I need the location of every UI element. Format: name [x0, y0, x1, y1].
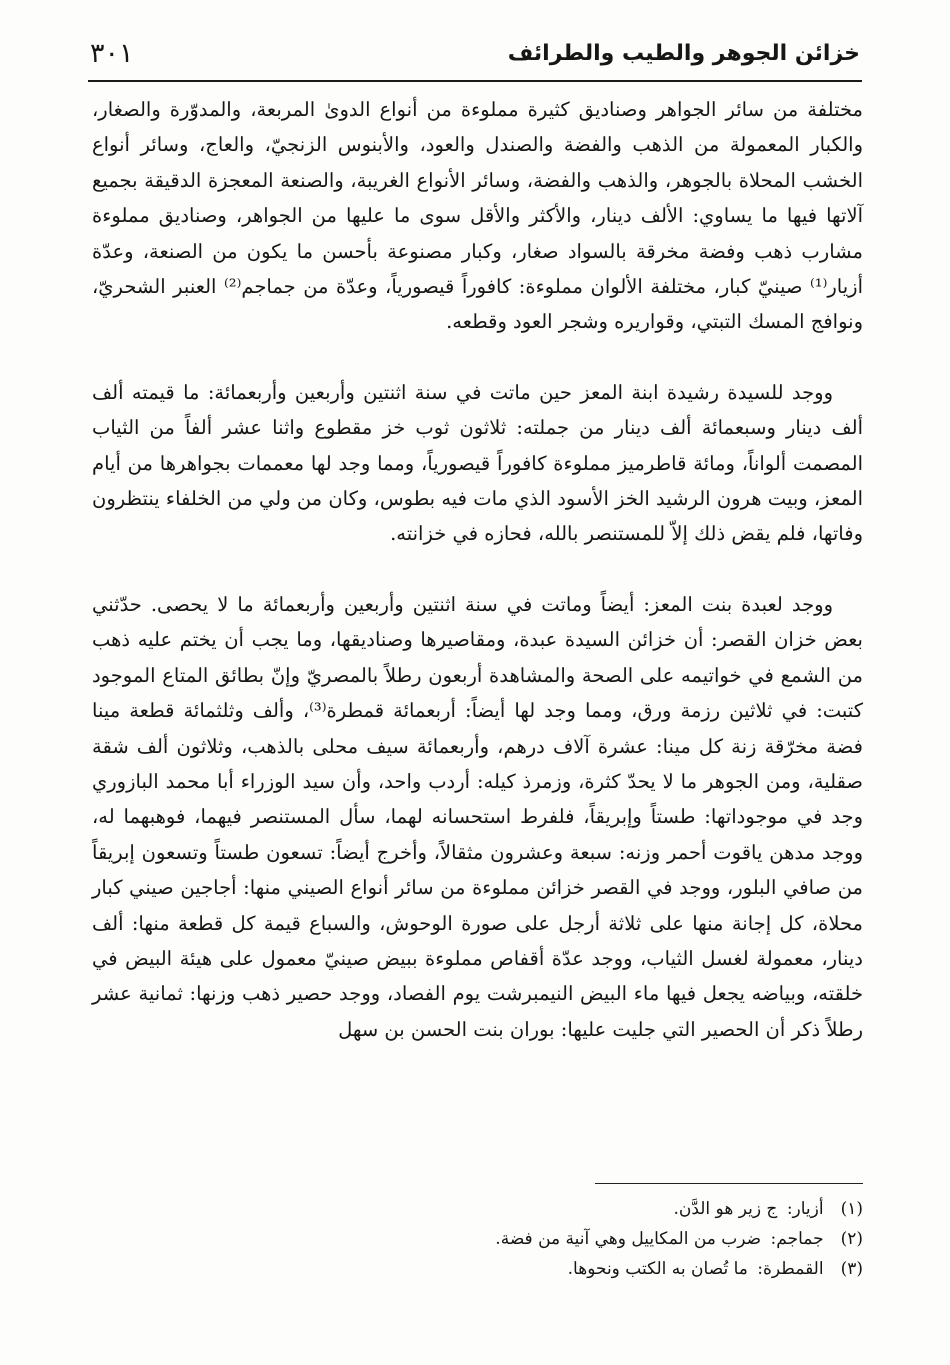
footnote-number: (٢) [840, 1229, 863, 1249]
page-number: ٣٠١ [90, 38, 134, 69]
footnote [300, 1224, 863, 1254]
footnote [300, 1254, 863, 1284]
footnote-text: ضرب من المكاييل وهي آنية من فضة. [495, 1229, 762, 1249]
footnote-text: ج زير هو الدَّن. [673, 1199, 778, 1219]
running-title: خزائن الجوهر والطيب والطرائف [507, 41, 860, 66]
footnote-text: ما تُصان به الكتب ونحوها. [567, 1259, 748, 1279]
header-rule [88, 80, 862, 82]
paragraph-continuation: مختلفة من سائر الجواهر وصناديق كثيرة مملوءة من أنواع الدوىٰ المربعة، والمدوّرة والصغار، والكبار المعمولة من الذهب والفضة والصندل والعود، والأبنوس الزنجيّ، والعاج، وسائر أنواع الخشب المحلاة بالجوهر، والذهب والفضة، وسائر الأنواع الغريبة، والصنعة المعجزة الدقيقة بجميع آلاتها فيها ما يساوي: الألف دينار، والأكثر والأقل سوى ما عليها من الجواهر، وصناديق مملوءة مشارب ذهب وفضة مخرقة بالسواد صغار، وكبار مصنوعة بأحسن ما يكون من الصنعة، وعدّة أزيار⁽¹⁾ صينيّ كبار، مختلفة الألوان مملوءة: كافوراً قيصورياً، وعدّة من جماجم⁽²⁾ العنبر الشحريّ، ونوافج المسك التبتي، وقواريره وشجر العود وقطعه. [92, 98, 864, 334]
footnote-number: (٣) [840, 1259, 863, 1279]
running-header [90, 34, 860, 74]
paragraph-rashida: ووجد للسيدة رشيدة ابنة المعز حين ماتت في سنة اثنتين وأربعين وأربعمائة: ما قيمته ألف ألف دينار وسبعمائة ألف دينار من جملته: ثلاثون ثوب خز مقطوع واثنا عشر ألفاً من الثياب المصمت ألواناً، ومائة قاطرميز مملوءة كافوراً قيصورياً، ومما وجد لها معممات بجواهرها من أيام المعز، وبيت هرون الرشيد الخز الأسود الذي مات فيه بطوس، وكان من ولي من الخلفاء ينتظرون وفاتها، فلم يقض ذلك إلاّ للمستنصر بالله، فحازه في خزانته. [92, 380, 863, 546]
footnote-term: أزيار: [786, 1199, 824, 1219]
main-text [92, 92, 863, 1047]
footnote-number: (١) [840, 1199, 863, 1219]
footnote-rule [595, 1183, 863, 1184]
footnote [300, 1194, 863, 1224]
footnotes [300, 1194, 863, 1284]
footnote-term: جماجم: [770, 1229, 824, 1249]
paragraph-abda: ووجد لعبدة بنت المعز: أيضاً وماتت في سنة اثنتين وأربعين وأربعمائة ما لا يحصى. حدّثني بعض خزان القصر: أن خزائن السيدة عبدة، ومقاصيرها وصناديقها، وما يجب أن يختم عليه ذهب من الشمع في خواتيمه على الصحة والمشاهدة أربعون رطلاً بالمصريّ وإنّ بطائق المتاع الموجود كتبت: في ثلاثين رزمة ورق، ومما وجد لها أيضاً: أربعمائة قمطرة⁽³⁾، وألف وثلثمائة قطعة مينا فضة مخرّقة زنة كل مينا: عشرة آلاف درهم، وأربعمائة سيف محلى بالذهب، وثلاثون ألف شقة صقلية، ومن الجوهر ما لا يحدّ كثرة، وزمرذ كيله: أردب واحد، وأن سيد الوزراء أبا محمد البازوري وجد في موجوداتها: طستاً وإبريقاً، فلفرط استحسانه لهما، سأل المستنصر فيهما، فوهبهما له، ووجد مدهن ياقوت أحمر وزنه: سبعة وعشرون مثقالاً، وأخرج أيضاً: تسعون طستاً وتسعون إبريقاً من صافي البلور، ووجد في القصر خزائن مملوءة من سائر أنواع الصيني منها: أجاجين صيني كبار محلاة، كل إجانة منها على ثلاثة أرجل على صورة الوحوش، والسباع قيمة كل قطعة منها: ألف دينار، معمولة لغسل الثياب، ووجد عدّة أقفاص مملوءة ببيض صينيّ معمول على هيئة البيض في خلقته، وبياضه يجعل فيها ماء البيض النيمبرشت يوم الفصاد، ووجد حصير ذهب وزنها: ثمانية عشر رطلاً ذكر أن الحصير التي جليت عليها: بوران بنت الحسن بن سهل [92, 592, 863, 1041]
footnote-term: القمطرة: [757, 1259, 824, 1279]
